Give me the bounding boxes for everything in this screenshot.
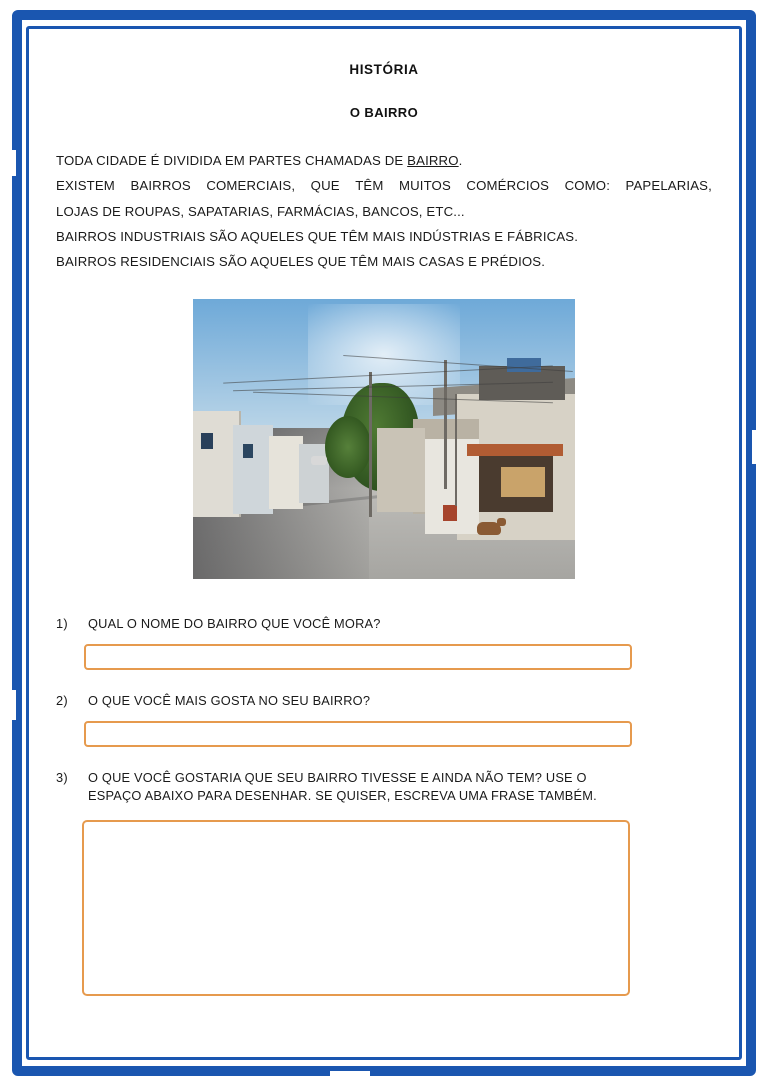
lesson-word: COMO: xyxy=(564,178,611,194)
photo-shop-interior xyxy=(501,467,545,497)
lesson-line-2 xyxy=(56,173,712,198)
photo-car xyxy=(311,456,327,465)
border-gap xyxy=(752,430,758,464)
lesson-line-5: BAIRROS RESIDENCIAIS SÃO AQUELES QUE TÊM MAIS CASAS E PRÉDIOS. xyxy=(56,254,546,270)
question-2-text: O QUE VOCÊ MAIS GOSTA NO SEU BAIRRO? xyxy=(88,692,371,708)
lesson-word: QUE xyxy=(310,178,340,194)
lesson-line-1-end: . xyxy=(458,153,463,168)
worksheet-content xyxy=(56,50,712,1018)
border-gap xyxy=(10,150,16,176)
photo-building-left xyxy=(269,436,303,509)
page-title: HISTÓRIA xyxy=(349,62,419,77)
question-3-number: 3) xyxy=(56,770,68,786)
lesson-line-1-text: TODA CIDADE É DIVIDIDA EM PARTES CHAMADAS DE xyxy=(56,153,408,168)
photo-utility-pole xyxy=(455,394,457,506)
answer-field-2[interactable] xyxy=(84,721,632,747)
photo-tree xyxy=(325,416,371,478)
question-1-text: QUAL O NOME DO BAIRRO QUE VOCÊ MORA? xyxy=(88,615,381,631)
photo-building-left xyxy=(233,425,273,515)
photo-window xyxy=(201,433,213,449)
border-gap xyxy=(10,690,16,720)
question-3-line-1: O QUE VOCÊ GOSTARIA QUE SEU BAIRRO TIVESSE E AINDA NÃO TEM? USE O xyxy=(88,770,587,786)
lesson-line-1 xyxy=(56,148,712,173)
photo-chair xyxy=(443,505,457,521)
question-3-text xyxy=(88,769,712,804)
highlighted-word: BAIRRO xyxy=(407,153,459,168)
photo-utility-pole xyxy=(369,372,372,518)
photo-building-right xyxy=(377,428,425,512)
lesson-word: PAPELARIAS, xyxy=(625,178,712,194)
question-1-block xyxy=(56,615,712,670)
lesson-line-3: LOJAS DE ROUPAS, SAPATARIAS, FARMÁCIAS, BANCOS, ETC... xyxy=(56,203,465,219)
lesson-word: MUITOS xyxy=(398,178,451,194)
photo-awning xyxy=(467,444,563,456)
question-2-number: 2) xyxy=(56,692,68,708)
lesson-text xyxy=(56,148,712,275)
lesson-word: COMERCIAIS, xyxy=(206,178,296,194)
question-2-block xyxy=(56,692,712,747)
lesson-word: TÊM xyxy=(355,178,384,194)
photo-utility-pole xyxy=(444,360,447,489)
lesson-word: COMÉRCIOS xyxy=(466,178,550,194)
question-3-line-2: ESPAÇO ABAIXO PARA DESENHAR. SE QUISER, ESCREVA UMA FRASE TAMBÉM. xyxy=(88,787,597,803)
lesson-line-4: BAIRROS INDUSTRIAIS SÃO AQUELES QUE TÊM MAIS INDÚSTRIAS E FÁBRICAS. xyxy=(56,229,579,245)
photo-window xyxy=(243,444,253,458)
street-photo-neighborhood xyxy=(193,299,575,579)
question-1-number: 1) xyxy=(56,615,68,631)
answer-field-1[interactable] xyxy=(84,644,632,670)
page-subtitle: O BAIRRO xyxy=(349,105,419,120)
lesson-word: EXISTEM xyxy=(56,178,115,194)
drawing-area[interactable] xyxy=(82,820,630,996)
question-1 xyxy=(56,615,712,632)
question-3-block xyxy=(56,769,712,996)
question-2 xyxy=(56,692,712,709)
lesson-word: BAIRROS xyxy=(130,178,191,194)
photo-dog xyxy=(477,522,501,535)
questions-section xyxy=(56,615,712,996)
lesson-image-wrapper xyxy=(56,299,712,579)
border-gap xyxy=(330,1071,370,1076)
question-3 xyxy=(56,769,712,804)
